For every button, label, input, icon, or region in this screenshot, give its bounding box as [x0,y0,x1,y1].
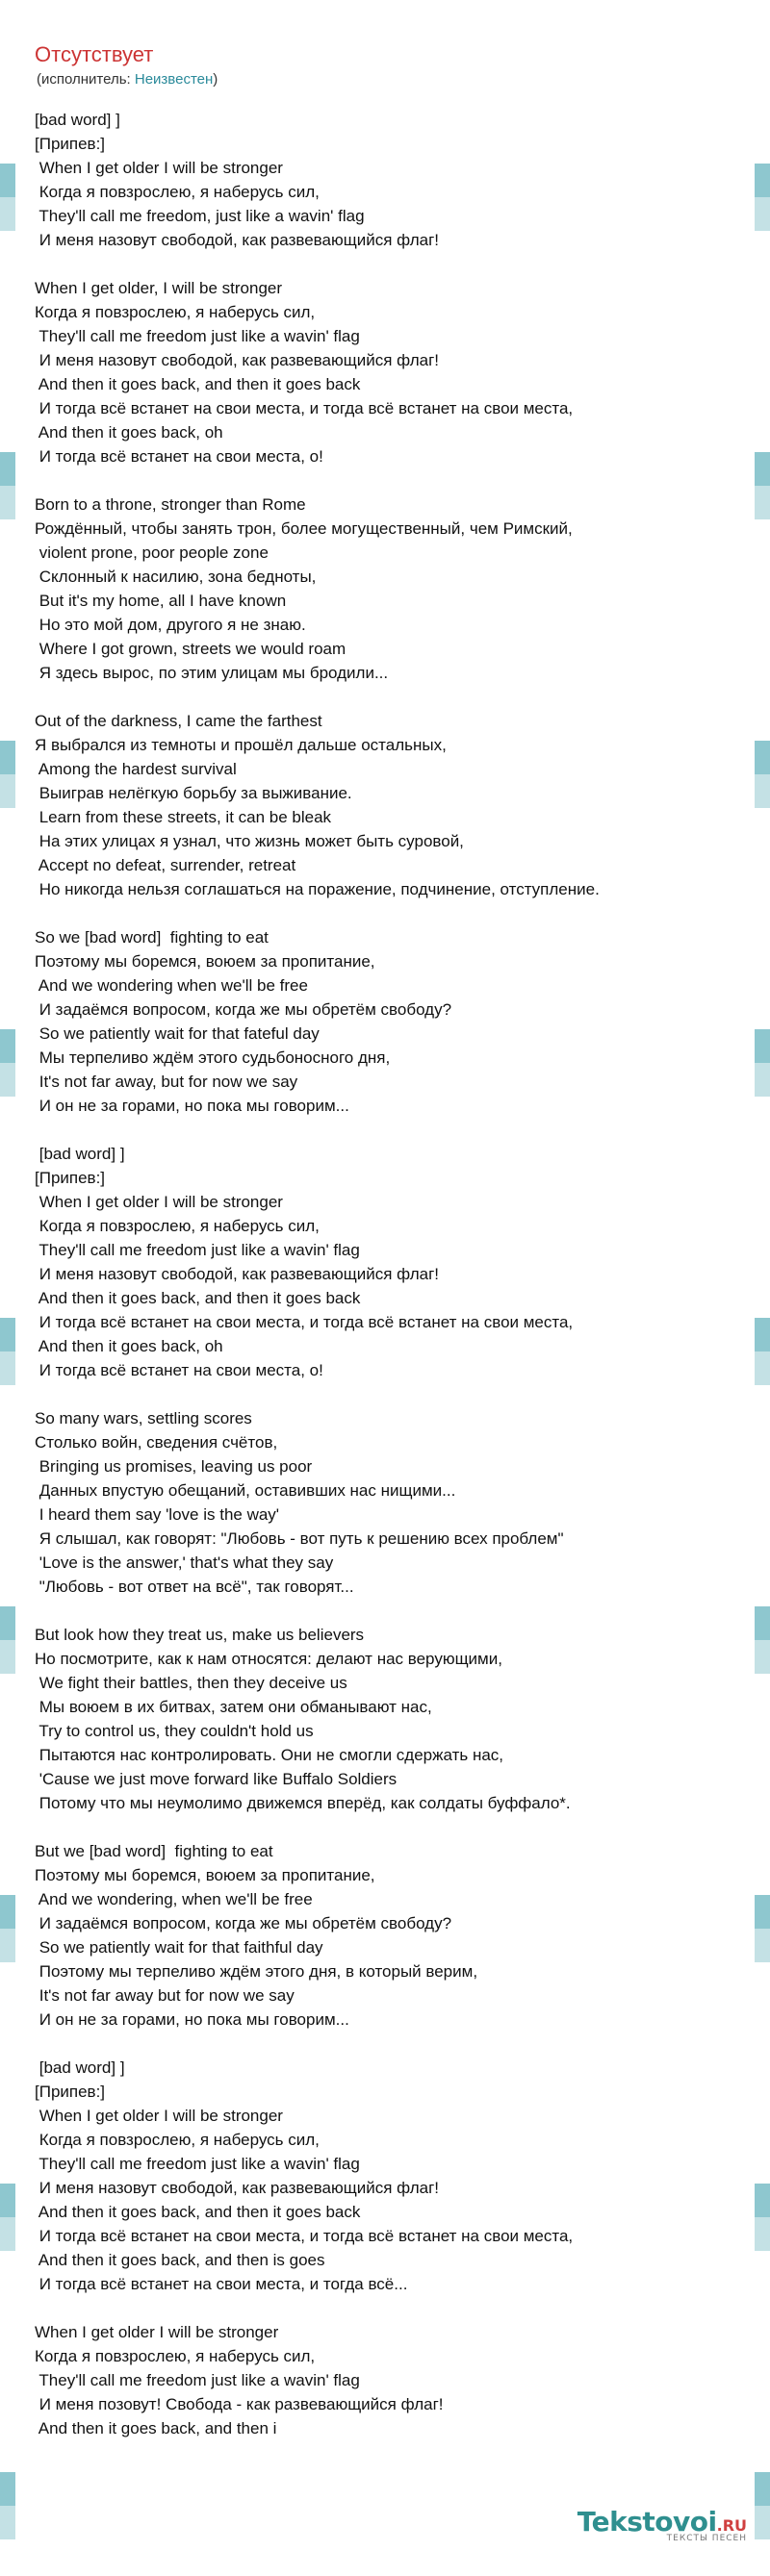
lyric-line: violent prone, poor people zone [35,543,269,562]
lyric-line: And then it goes back, and then i [35,2419,277,2437]
lyric-line: And then it goes back, oh [35,1337,223,1355]
lyric-line: Когда я повзрослею, я наберусь сил, [35,183,320,201]
lyric-line: И тогда всё встанет на свои места, и тогда всё встанет на свои места, [35,399,574,417]
logo-subtitle: ТЕКСТЫ ПЕСЕН [666,2534,747,2543]
lyric-line: [Припев:] [35,135,106,153]
lyric-line: But look how they treat us, make us believers [35,1626,365,1644]
site-logo[interactable] [578,2506,747,2543]
lyric-line: Мы воюем в их битвах, затем они обманывают нас, [35,1698,432,1716]
lyric-line: И тогда всё встанет на свои места, и тогда всё встанет на свои места, [35,2227,574,2245]
lyric-line: Но посмотрите, как к нам относятся: делают нас верующими, [35,1650,502,1668]
lyric-line: They'll call me freedom just like a wavin' flag [35,327,360,345]
lyric-line: Данных впустую обещаний, оставивших нас нищими... [35,1481,456,1500]
lyric-line: Когда я повзрослею, я наберусь сил, [35,2131,320,2149]
lyric-line: И тогда всё встанет на свои места, о! [35,447,323,466]
song-title: Отсутствует [35,42,154,66]
lyric-line: И меня назовут свободой, как развевающийся флаг! [35,351,440,369]
lyric-line: When I get older, I will be stronger [35,279,283,297]
lyric-line: It's not far away but for now we say [35,1986,295,2005]
lyric-line: I heard them say 'love is the way' [35,1505,280,1524]
lyric-line [35,1599,737,1623]
lyric-line: Я здесь вырос, по этим улицам мы бродили... [35,664,389,682]
lyric-line: When I get older I will be stronger [35,1193,283,1211]
lyric-line: Когда я повзрослею, я наберусь сил, [35,303,316,321]
lyric-line: And then it goes back, and then it goes back [35,1289,361,1307]
lyric-line: So we patiently wait for that faithful day [35,1938,323,1957]
lyric-line: [Припев:] [35,1169,106,1187]
lyric-line: И задаёмся вопросом, когда же мы обретём свободу? [35,1914,452,1932]
lyric-line: Learn from these streets, it can be bleak [35,808,332,826]
lyric-line: "Любовь - вот ответ на всё", так говорят... [35,1578,354,1596]
lyric-line: But it's my home, all I have known [35,592,287,610]
logo-main-text: Tekstovoi [577,2506,717,2538]
lyric-line [35,252,737,276]
artist-suffix: ) [213,71,218,88]
lyrics-text [35,108,737,2440]
lyric-line: We fight their battles, then they deceive us [35,1674,347,1692]
lyric-line: И тогда всё встанет на свои места, о! [35,1361,323,1379]
lyric-line: And we wondering, when we'll be free [35,1890,313,1908]
lyric-line: When I get older I will be stronger [35,2323,279,2341]
lyric-line: So we patiently wait for that fateful day [35,1024,320,1043]
lyric-line: Склонный к насилию, зона бедноты, [35,568,317,586]
lyric-line: It's not far away, but for now we say [35,1073,298,1091]
lyric-line: Born to a throne, stronger than Rome [35,495,306,514]
lyric-line: They'll call me freedom, just like a wavin' flag [35,207,365,225]
logo-domain-text: .RU [716,2516,747,2535]
lyric-line: И меня назовут свободой, как развевающийся флаг! [35,231,440,249]
lyric-line: Where I got grown, streets we would roam [35,640,346,658]
lyric-line: Рождённый, чтобы занять трон, более могущественный, чем Римский, [35,519,573,538]
lyric-line: Когда я повзрослею, я наберусь сил, [35,1217,320,1235]
lyric-line: They'll call me freedom just like a wavin' flag [35,2155,360,2173]
lyric-line: They'll call me freedom just like a wavin' flag [35,2371,360,2389]
lyric-line: But we [bad word] fighting to eat [35,1842,273,1860]
lyric-line: Когда я повзрослею, я наберусь сил, [35,2347,316,2365]
lyric-line: Accept no defeat, surrender, retreat [35,856,296,874]
lyric-line: И меня назовут свободой, как развевающийся флаг! [35,2179,440,2197]
lyric-line: Пытаются нас контролировать. Они не смогли сдержать нас, [35,1746,504,1764]
lyric-line: Out of the darkness, I came the farthest [35,712,322,730]
lyric-line: Но никогда нельзя соглашаться на поражение, подчинение, отступление. [35,880,600,898]
lyric-line: На этих улицах я узнал, что жизнь может быть суровой, [35,832,464,850]
right-decorative-stripes [755,0,770,2576]
lyric-line: So we [bad word] fighting to eat [35,928,269,947]
lyric-line: Поэтому мы боремся, воюем за пропитание, [35,1866,375,1884]
lyric-line: Выиграв нелёгкую борьбу за выживание. [35,784,352,802]
lyric-line: И задаёмся вопросом, когда же мы обретём свободу? [35,1000,452,1019]
lyric-line: Поэтому мы боремся, воюем за пропитание, [35,952,375,971]
lyric-line: And then it goes back, and then is goes [35,2251,325,2269]
lyric-line: Поэтому мы терпеливо ждём этого дня, в который верим, [35,1962,478,1981]
lyric-line: So many wars, settling scores [35,1409,252,1427]
artist-line [37,71,737,88]
lyric-line: Я выбрался из темноты и прошёл дальше остальных, [35,736,447,754]
lyric-line: И тогда всё встанет на свои места, и тогда всё встанет на свои места, [35,1313,574,1331]
lyric-line: And then it goes back, oh [35,423,223,442]
lyric-line: [bad word] ] [35,1145,125,1163]
lyric-line [35,901,737,925]
lyric-line: Among the hardest survival [35,760,237,778]
artist-link[interactable]: Неизвестен [134,71,214,88]
lyric-line [35,1382,737,1406]
lyric-line [35,2032,737,2056]
lyric-line: When I get older I will be stronger [35,159,283,177]
lyric-line: When I get older I will be stronger [35,2107,283,2125]
lyric-line: И меня позовут! Свобода - как развевающийся флаг! [35,2395,444,2413]
lyric-line [35,1118,737,1142]
lyric-line: [Припев:] [35,2083,106,2101]
lyric-line: И меня назовут свободой, как развевающийся флаг! [35,1265,440,1283]
lyric-line: Я слышал, как говорят: "Любовь - вот путь к решению всех проблем" [35,1529,564,1548]
artist-prefix: (исполнитель: [37,71,135,88]
lyric-line [35,468,737,492]
lyric-line [35,1815,737,1839]
lyric-line: 'Love is the answer,' that's what they say [35,1553,334,1572]
lyric-line [35,2296,737,2320]
lyric-line: Try to control us, they couldn't hold us [35,1722,314,1740]
lyric-line: [bad word] ] [35,111,120,129]
lyric-line: И тогда всё встанет на свои места, и тогда всё... [35,2275,408,2293]
lyric-line: Bringing us promises, leaving us poor [35,1457,313,1476]
lyric-line: And then it goes back, and then it goes back [35,2203,361,2221]
lyric-line: Но это мой дом, другого я не знаю. [35,616,306,634]
lyric-line: And then it goes back, and then it goes back [35,375,361,393]
lyric-line: Мы терпеливо ждём этого судьбоносного дня, [35,1048,391,1067]
lyric-line: Потому что мы неумолимо движемся вперёд, как солдаты буффало*. [35,1794,571,1812]
lyric-line: И он не за горами, но пока мы говорим... [35,1097,349,1115]
lyric-line [35,685,737,709]
lyric-line: [bad word] ] [35,2058,125,2077]
lyric-line: 'Cause we just move forward like Buffalo Soldiers [35,1770,398,1788]
lyric-line: They'll call me freedom just like a wavin' flag [35,1241,360,1259]
lyric-line: Столько войн, сведения счётов, [35,1433,278,1452]
song-page [35,0,737,2440]
left-decorative-stripes [0,0,15,2576]
lyric-line: And we wondering when we'll be free [35,976,308,995]
lyric-line: И он не за горами, но пока мы говорим... [35,2010,349,2029]
